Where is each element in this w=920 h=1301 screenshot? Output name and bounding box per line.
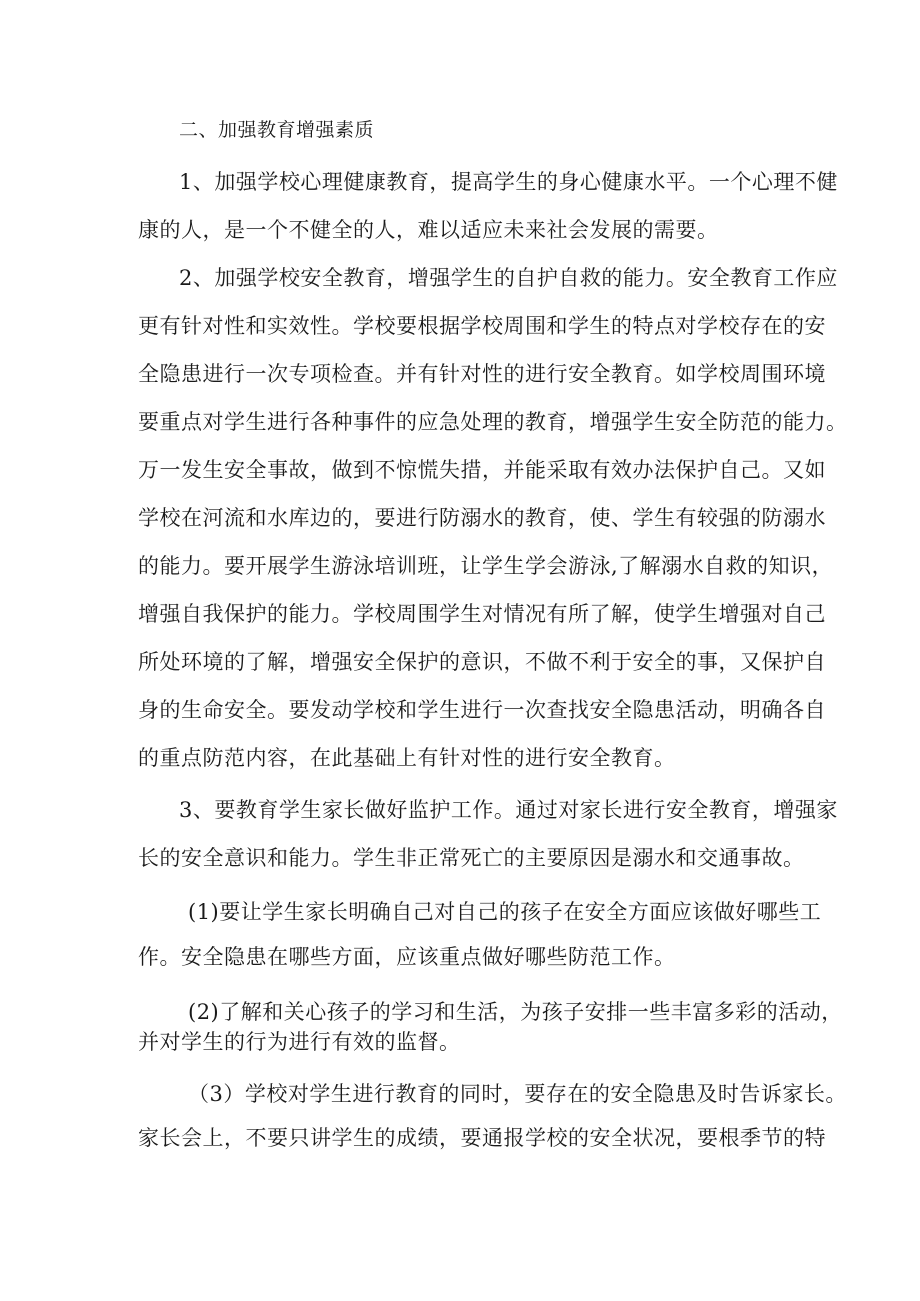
item-3-line-2: 家长会上，不要只讲学生的成绩，要通报学校的安全状况，要根季节的特 bbox=[138, 1126, 826, 1150]
paragraph-1-line-1: 1、加强学校心理健康教育，提高学生的身心健康水平。一个心理不健 bbox=[179, 170, 838, 194]
item-2-line-1: (2)了解和关心孩子的学习和生活，为孩子安排一些丰富多彩的活动， bbox=[188, 1000, 843, 1024]
paragraph-2-line-1: 2、加强学校安全教育，增强学生的自护自救的能力。安全教育工作应 bbox=[179, 266, 838, 290]
item-1-line-2: 作。安全隐患在哪些方面，应该重点做好哪些防范工作。 bbox=[138, 945, 676, 969]
paragraph-3-line-1: 3、要教育学生家长做好监护工作。通过对家长进行安全教育，增强家 bbox=[179, 798, 838, 822]
section-heading: 二、加强教育增强素质 bbox=[179, 119, 375, 141]
item-2-line-2: 并对学生的行为进行有效的监督。 bbox=[138, 1030, 461, 1054]
paragraph-2-line-4: 要重点对学生进行各种事件的应急处理的教育，增强学生安全防范的能力。 bbox=[138, 410, 848, 434]
paragraph-2-line-10: 身的生命安全。要发动学校和学生进行一次查找安全隐患活动，明确各自 bbox=[138, 698, 826, 722]
paragraph-2-line-5: 万一发生安全事故，做到不惊慌失措，并能采取有效办法保护自己。又如 bbox=[138, 458, 826, 482]
item-3-line-1: （3）学校对学生进行教育的同时，要存在的安全隐患及时告诉家长。 bbox=[188, 1082, 847, 1106]
item-1-line-1: (1)要让学生家长明确自己对自己的孩子在安全方面应该做好哪些工 bbox=[188, 900, 822, 924]
paragraph-1-line-2: 康的人，是一个不健全的人，难以适应未来社会发展的需要。 bbox=[138, 218, 719, 242]
paragraph-2-line-7: 的能力。要开展学生游泳培训班，让学生学会游泳,了解溺水自救的知识， bbox=[138, 554, 834, 578]
paragraph-2-line-11: 的重点防范内容，在此基础上有针对性的进行安全教育。 bbox=[138, 746, 676, 770]
paragraph-2-line-2: 更有针对性和实效性。学校要根据学校周围和学生的特点对学校存在的安 bbox=[138, 314, 826, 338]
paragraph-2-line-3: 全隐患进行一次专项检查。并有针对性的进行安全教育。如学校周围环境 bbox=[138, 362, 826, 386]
paragraph-2-line-8: 增强自我保护的能力。学校周围学生对情况有所了解，使学生增强对自己 bbox=[138, 602, 826, 626]
paragraph-3-line-2: 长的安全意识和能力。学生非正常死亡的主要原因是溺水和交通事故。 bbox=[138, 846, 805, 870]
paragraph-2-line-6: 学校在河流和水库边的，要进行防溺水的教育，使、学生有较强的防溺水 bbox=[138, 506, 826, 530]
paragraph-2-line-9: 所处环境的了解，增强安全保护的意识，不做不利于安全的事，又保护自 bbox=[138, 650, 826, 674]
